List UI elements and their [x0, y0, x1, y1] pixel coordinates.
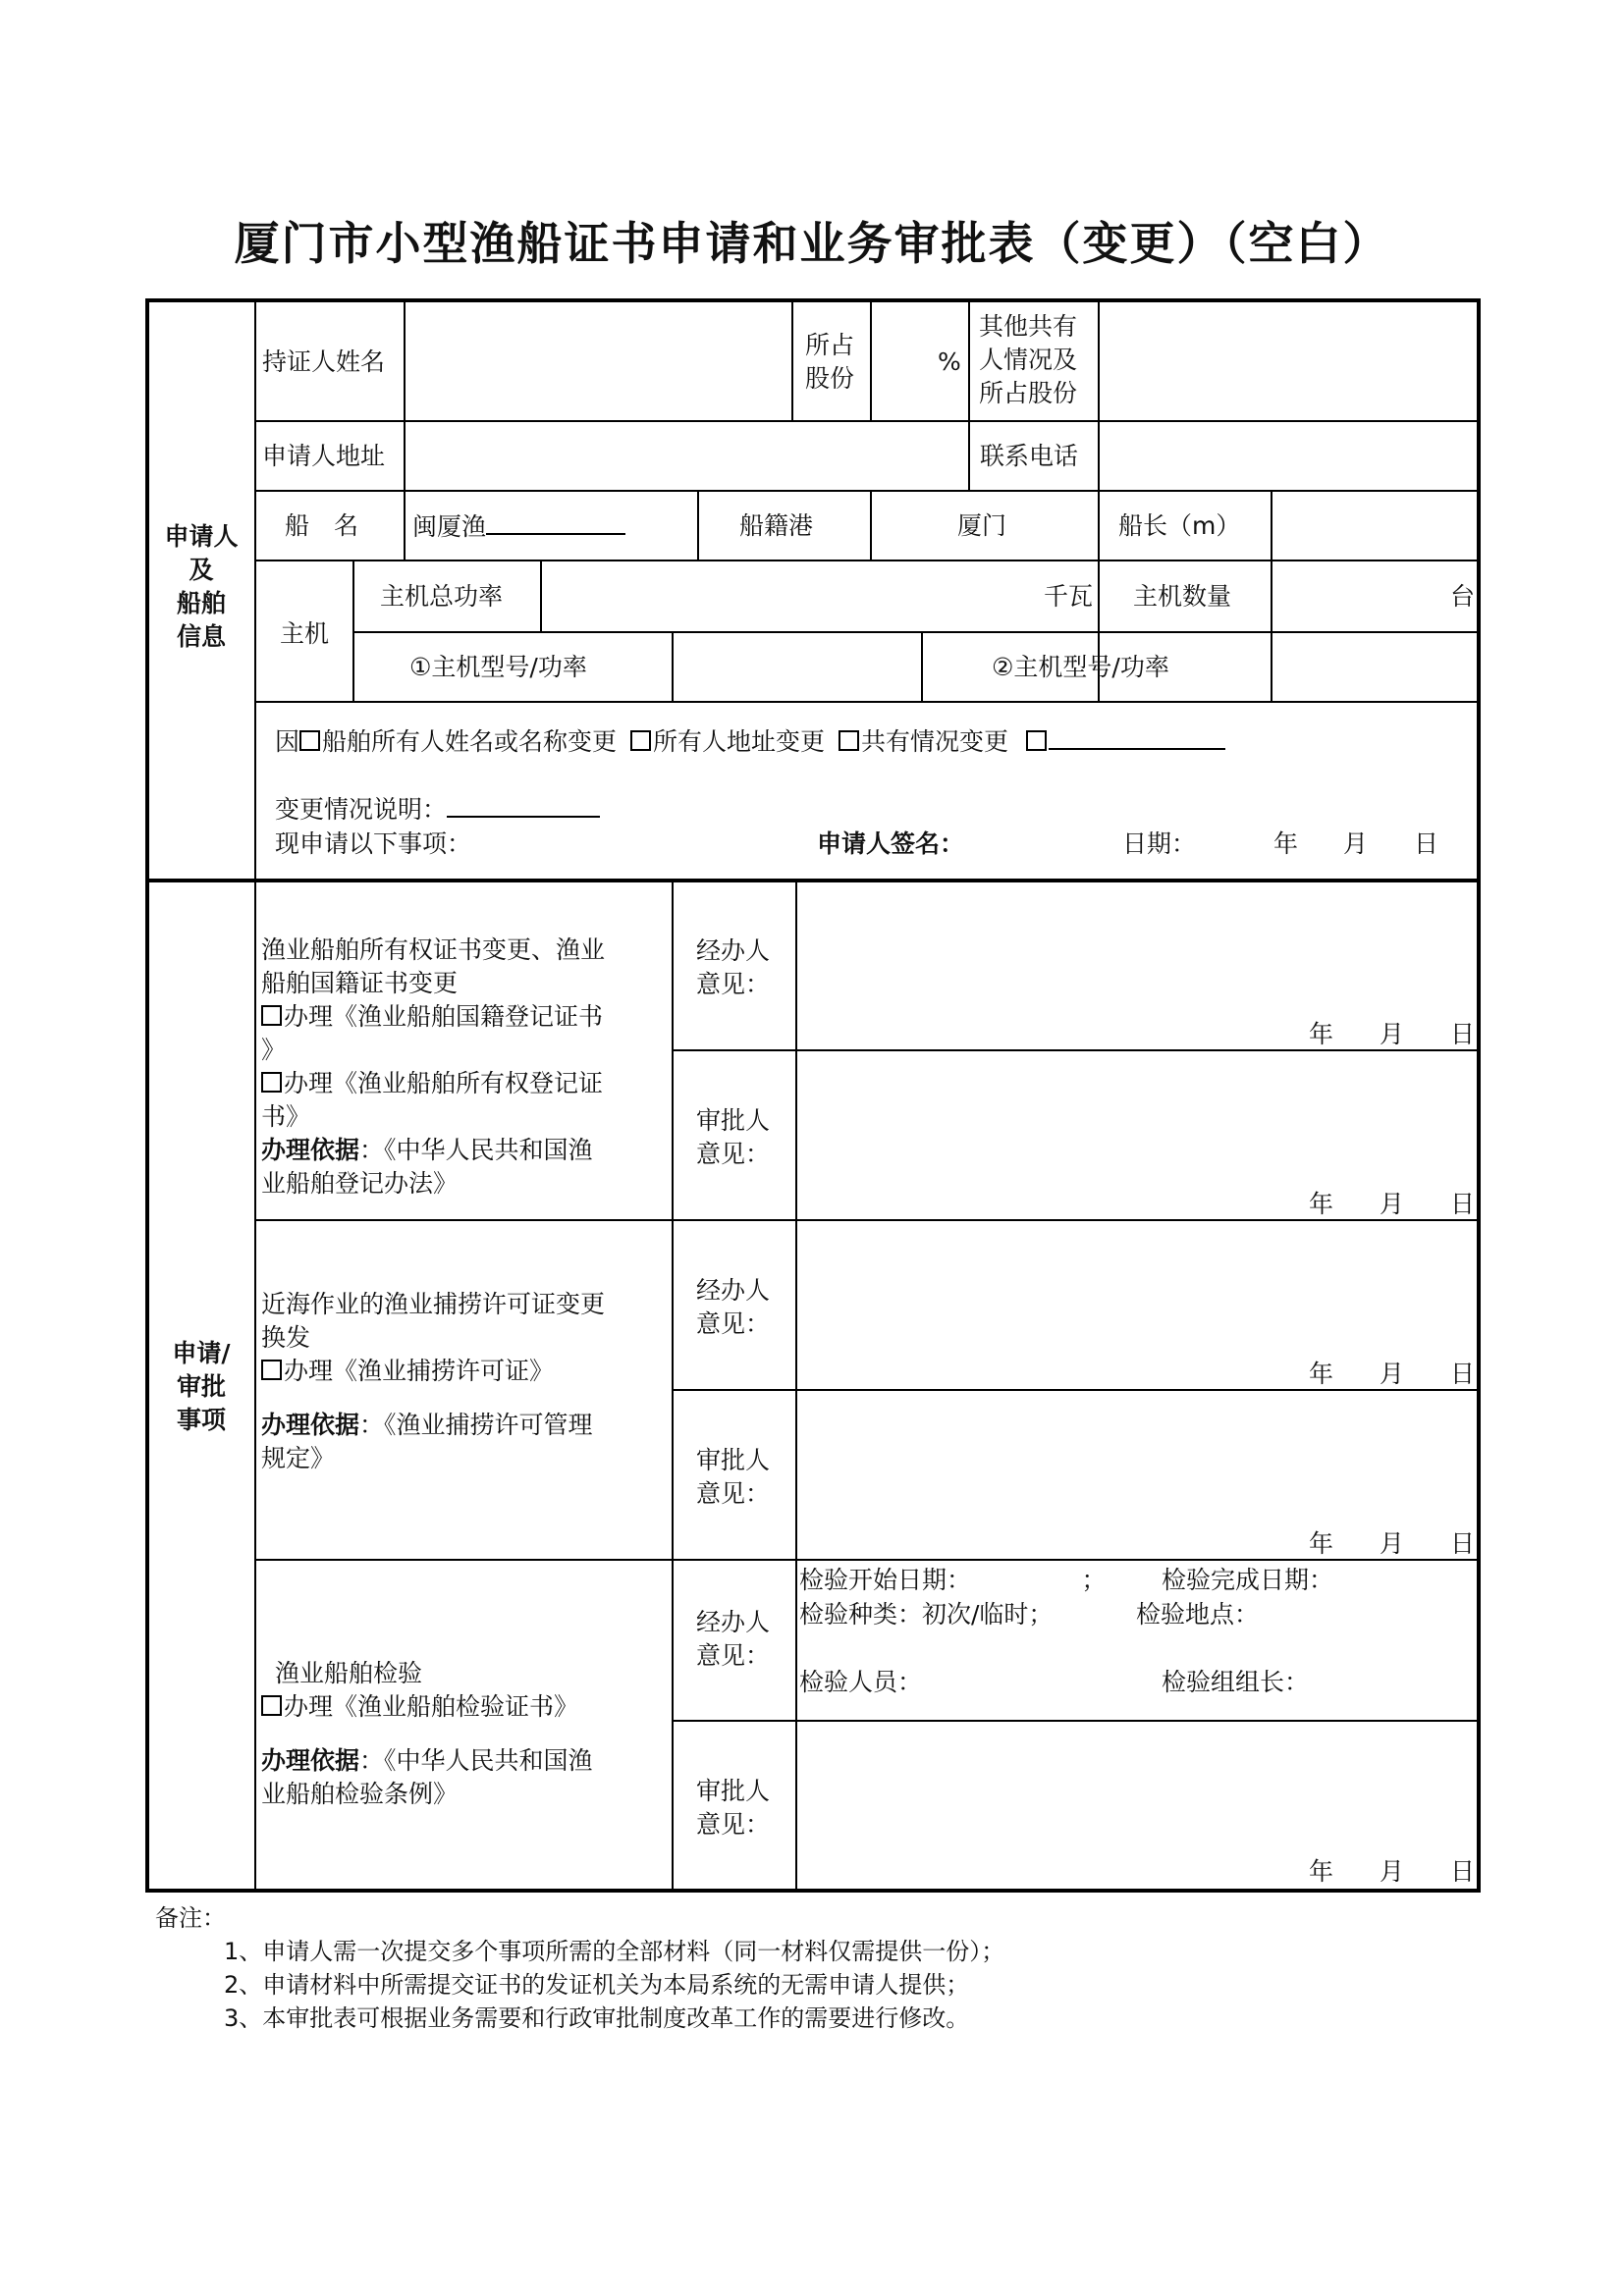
item3-description: 渔业船舶检验 办理《渔业船舶检验证书》 办理依据：《中华人民共和国渔 业船舶检验条例》: [261, 1659, 593, 1808]
approver-opinion: 审批人 意见：: [696, 1106, 771, 1168]
length-label: 船长（m）: [1118, 511, 1241, 540]
engine-power-label: 主机总功率: [380, 582, 504, 611]
handler-opinion: 经办人 意见：: [696, 1276, 771, 1338]
table-border-bottom: [145, 1889, 1481, 1893]
ship-name-label: 船 名: [285, 511, 359, 540]
col-line: [1098, 490, 1100, 561]
inspection-end: 检验完成日期：: [1162, 1566, 1334, 1594]
port-value: 厦门: [957, 511, 1007, 540]
col-line: [921, 631, 923, 702]
col-line: [795, 881, 797, 1891]
note-item: 3、本审批表可根据业务需要和行政审批制度改革工作的需要进行修改。: [224, 2004, 970, 2032]
phone-label: 联系电话: [980, 442, 1079, 470]
percent-unit: %: [938, 347, 961, 376]
team-leader: 检验组组长：: [1162, 1668, 1310, 1696]
checkbox[interactable]: [1026, 730, 1047, 751]
col-line: [870, 490, 872, 561]
checkbox[interactable]: [261, 1072, 282, 1093]
inspection-start: 检验开始日期： ；: [799, 1566, 1107, 1594]
col-line: [672, 881, 674, 1891]
engine2-label: ②主机型号/功率: [992, 653, 1169, 681]
handler-opinion: 经办人 意见：: [696, 1608, 771, 1670]
other-reason-blank[interactable]: [1049, 724, 1225, 750]
section-divider: [145, 879, 1481, 882]
row-line: [254, 701, 1479, 703]
checkbox[interactable]: [261, 1005, 282, 1026]
address-label: 申请人地址: [262, 442, 386, 470]
col-line: [404, 300, 406, 421]
row-line: [254, 490, 1479, 492]
col-line: [870, 300, 872, 421]
col-line: [1098, 300, 1100, 490]
row-line: [672, 1720, 1479, 1722]
change-desc: 变更情况说明：: [275, 792, 600, 827]
date-year: 年: [1273, 829, 1299, 858]
col-line: [791, 300, 793, 421]
form-title: 厦门市小型渔船证书申请和业务审批表（变更）（空白）: [234, 217, 1390, 270]
row-line: [254, 1219, 1479, 1221]
col-line: [404, 490, 406, 561]
checkbox[interactable]: [261, 1695, 282, 1716]
opinion-date: 年 月 日: [1309, 1360, 1476, 1388]
row-line: [254, 560, 1479, 561]
note-item: 1、申请人需一次提交多个事项所需的全部材料（同一材料仅需提供一份）；: [224, 1938, 1005, 1965]
col-line: [540, 560, 542, 632]
opinion-date: 年 月 日: [1309, 1529, 1476, 1558]
port-label: 船籍港: [739, 511, 814, 540]
col-line: [1271, 560, 1272, 702]
row-line: [254, 1559, 1479, 1561]
change-reason-line: 因 船舶所有人姓名或名称变更 所有人地址变更 共有情况变更: [275, 724, 1225, 759]
holder-name-label: 持证人姓名: [262, 347, 386, 376]
inspector: 检验人员：: [799, 1668, 923, 1696]
handler-opinion: 经办人 意见：: [696, 936, 771, 998]
co-owner-label: 其他共有 人情况及 所占股份: [979, 312, 1078, 407]
col-line: [697, 490, 699, 561]
table-border-right: [1477, 298, 1481, 1893]
item1-description: 渔业船舶所有权证书变更、渔业 船舶国籍证书变更 办理《渔业船舶国籍登记证书 》 办理《渔业船舶所有权登记证 书》 办理依据：《中华人民共和国渔 业船舶登记办法》: [261, 935, 606, 1198]
col-line: [672, 631, 674, 702]
opinion-date: 年 月 日: [1309, 1190, 1476, 1218]
approver-opinion: 审批人 意见：: [696, 1777, 771, 1839]
inspection-type: 检验种类：初次/临时；: [799, 1600, 1054, 1629]
opinion-date: 年 月 日: [1309, 1857, 1476, 1886]
date-label: 日期：: [1122, 829, 1197, 858]
section2-label: 申请/ 审批 事项: [172, 1339, 231, 1434]
approver-opinion: 审批人 意见：: [696, 1446, 771, 1508]
count-unit: 台: [1450, 582, 1476, 611]
row-line: [352, 631, 1479, 633]
notes-heading: 备注：: [155, 1904, 226, 1932]
ship-name-prefix: 闽厦渔: [412, 512, 487, 541]
signature-label: 申请人签名：: [817, 829, 965, 858]
inspection-place: 检验地点：: [1136, 1600, 1260, 1629]
opinion-date: 年 月 日: [1309, 1020, 1476, 1048]
item2-description: 近海作业的渔业捕捞许可证变更 换发 办理《渔业捕捞许可证》 办理依据：《渔业捕捞许可管理 规定》: [261, 1290, 606, 1472]
col-line: [968, 300, 970, 490]
ship-name-blank: [486, 509, 625, 535]
col-line: [352, 560, 354, 702]
date-day: 日: [1414, 829, 1439, 858]
change-desc-blank[interactable]: [447, 792, 600, 818]
note-item: 2、申请材料中所需提交证书的发证机关为本局系统的无需申请人提供；: [224, 1971, 970, 1999]
col-line: [404, 420, 406, 490]
engine-count-label: 主机数量: [1133, 582, 1232, 611]
checkbox[interactable]: [630, 730, 651, 751]
date-month: 月: [1343, 829, 1369, 858]
row-line: [254, 420, 1479, 422]
engine1-label: ①主机型号/功率: [409, 653, 587, 681]
col-line: [1271, 490, 1272, 561]
power-unit: 千瓦: [1044, 582, 1094, 611]
checkbox[interactable]: [299, 730, 320, 751]
section1-label: 申请人 及 船舶 信息: [164, 522, 239, 651]
checkbox[interactable]: [261, 1360, 282, 1380]
apply-label: 现申请以下事项：: [275, 829, 472, 858]
checkbox[interactable]: [839, 730, 859, 751]
ship-name-field: [412, 509, 625, 544]
table-border-top: [145, 298, 1481, 302]
share-label: 所占 股份: [805, 331, 855, 393]
engine-label: 主机: [280, 619, 330, 648]
